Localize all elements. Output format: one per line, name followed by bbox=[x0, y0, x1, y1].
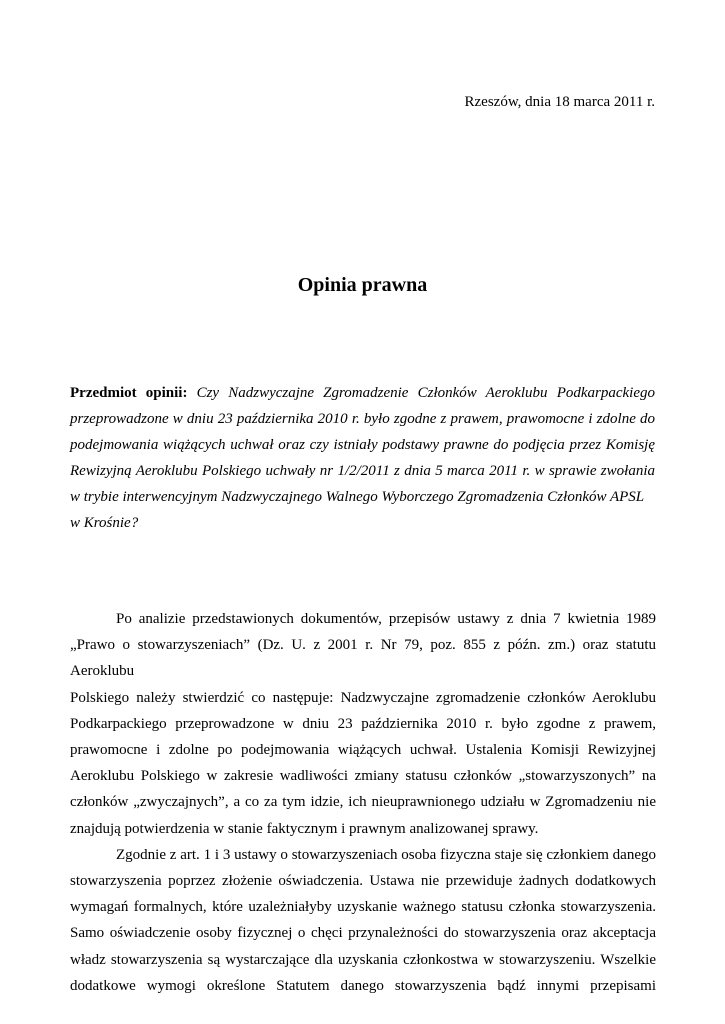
body-line: Zgodnie z art. 1 i 3 ustawy o stowarzyszeniach osoba fizyczna staje się członkiem danego bbox=[116, 846, 656, 863]
opinion-body bbox=[70, 606, 656, 999]
body-line: „Prawo o stowarzyszeniach” (Dz. U. z 2001 r. Nr 79, poz. 855 z późn. zm.) oraz statutu Aeroklubu bbox=[70, 637, 656, 680]
body-line: władz stowarzyszenia są wystarczające dla uzyskania członkostwa w stowarzyszeniu. Wszelkie bbox=[70, 951, 656, 968]
subject-text: podejmowania wiążących uchwał oraz czy istniały podstawy prawne do podjęcia przez Komisję bbox=[70, 437, 655, 453]
body-line: dodatkowe wymogi określone Statutem danego stowarzyszenia bądź innymi przepisami bbox=[70, 977, 656, 994]
body-line: Polskiego należy stwierdzić co następuje: Nadzwyczajne zgromadzenie członków Aeroklubu bbox=[70, 689, 656, 706]
body-line: Podkarpackiego przeprowadzone w dniu 23 października 2010 r. było zgodne z prawem, bbox=[70, 715, 656, 732]
body-line: prawomocne i zdolne po podejmowania wiążących uchwał. Ustalenia Komisji Rewizyjnej bbox=[70, 742, 656, 759]
body-line: Aeroklubu Polskiego w zakresie wadliwości zmiany statusu członków „stowarzyszonych” na bbox=[70, 768, 656, 785]
subject-line bbox=[70, 510, 655, 536]
subject-line bbox=[70, 380, 655, 406]
subject-text: w Krośnie? bbox=[70, 515, 139, 531]
subject-line bbox=[70, 406, 655, 432]
opinion-subject bbox=[70, 380, 655, 536]
subject-line bbox=[70, 432, 655, 458]
subject-line bbox=[70, 484, 655, 510]
body-line: członków „zwyczajnych”, a co za tym idzie, ich nieuprawnionego udziału w Zgromadzeniu nie bbox=[70, 794, 656, 811]
body-line: Samo oświadczenie osoby fizycznej o chęci przynależności do stowarzyszenia oraz akceptacja bbox=[70, 925, 656, 942]
body-line: znajdują potwierdzenia w stanie faktycznym i prawnym analizowanej sprawy. bbox=[70, 820, 539, 837]
subject-label: Przedmiot opinii: bbox=[70, 385, 188, 401]
body-line: wymagań formalnych, które uzależniałyby uzyskanie ważnego statusu członka stowarzyszenia. bbox=[70, 899, 656, 916]
subject-text: przeprowadzone w dniu 23 października 2010 r. było zgodne z prawem, prawomocne i zdolne do bbox=[70, 411, 655, 427]
subject-text: Rewizyjną Aeroklubu Polskiego uchwały nr 1/2/2011 z dnia 5 marca 2011 r. w sprawie zwołania bbox=[70, 463, 655, 479]
subject-text: w trybie interwencyjnym Nadzwyczajnego Walnego Wyborczego Zgromadzenia Członków APSL bbox=[70, 489, 645, 505]
document-date: Rzeszów, dnia 18 marca 2011 r. bbox=[464, 94, 655, 110]
body-line: stowarzyszenia poprzez złożenie oświadczenia. Ustawa nie przewiduje żadnych dodatkowych bbox=[70, 873, 656, 890]
subject-text: Czy Nadzwyczajne Zgromadzenie Członków Aeroklubu Podkarpackiego bbox=[196, 385, 655, 401]
document-title: Opinia prawna bbox=[297, 274, 428, 296]
subject-line bbox=[70, 458, 655, 484]
body-line: Po analizie przedstawionych dokumentów, przepisów ustawy z dnia 7 kwietnia 1989 bbox=[116, 611, 656, 627]
